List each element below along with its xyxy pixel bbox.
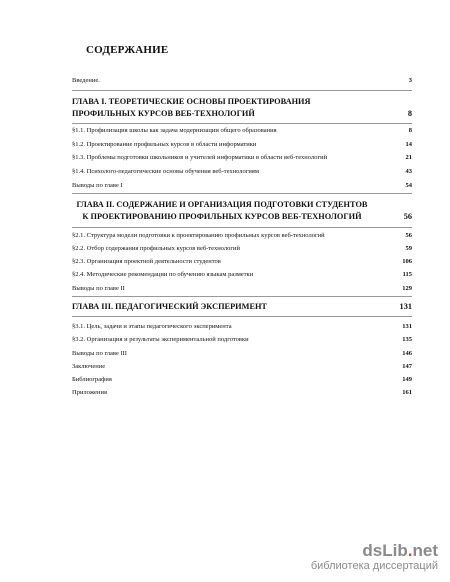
toc-entry-page: 131: [402, 323, 412, 330]
site-logo: dsLib.net: [362, 541, 438, 560]
toc-entry-title: Выводы по главе II: [72, 285, 125, 292]
page-title: СОДЕРЖАНИЕ: [86, 44, 169, 56]
toc-entry-title: Выводы по главе III: [72, 350, 127, 357]
toc-entry-title: §1.2. Проектирование профильных курсов в области информатики: [72, 141, 257, 148]
toc-entry-page: 106: [402, 258, 412, 265]
toc-entry-page: 21: [405, 154, 412, 161]
toc-chapter-2[interactable]: [72, 200, 412, 226]
toc-entry-page: 8: [408, 127, 412, 134]
toc-entry-page: 129: [402, 285, 412, 292]
toc-entry-page: 115: [402, 271, 412, 278]
divider: [72, 123, 412, 124]
site-subtitle: библиотека диссертаций: [310, 560, 438, 572]
toc-entry-page: 56: [405, 232, 412, 239]
toc-entry-page: 8: [407, 109, 412, 118]
divider: [72, 316, 412, 317]
toc-entry-title: §2.3. Организация проектной деятельности студентов: [72, 258, 221, 265]
divider: [72, 90, 412, 91]
toc-entry-title: Введение.: [72, 77, 100, 84]
watermark: [311, 542, 438, 572]
toc-entry-page: 59: [405, 245, 412, 252]
toc-chapter-1[interactable]: [72, 97, 412, 123]
toc-entry-page: 131: [399, 302, 412, 311]
toc-entry-title: Заключение: [72, 363, 106, 370]
chapter-title-line2: К ПРОЕКТИРОВАНИЮ ПРОФИЛЬНЫХ КУРСОВ ВЕБ-ТЕХНОЛОГИЙ: [82, 212, 362, 221]
toc-entry-title: Библиография: [72, 376, 112, 383]
toc-entry-page: 149: [402, 376, 412, 383]
toc-entry-title: Выводы по главе I: [72, 182, 123, 189]
toc-entry-title: §1.4. Психолого-педагогические основы обучения веб-технологиям: [72, 168, 260, 175]
toc-entry-title: §1.3. Проблемы подготовки школьников и учителей информатики в области веб-технологий: [72, 154, 328, 161]
toc-entry-title: Приложения: [72, 389, 107, 396]
toc-entry-title: §2.4. Методические рекомендации по обучению языкам разметки: [72, 271, 254, 278]
chapter-title-line1: ГЛАВА III. ПЕДАГОГИЧЕСКИЙ ЭКСПЕРИМЕНТ: [72, 302, 267, 311]
toc-chapter-3[interactable]: [72, 302, 412, 315]
toc-entry-page: 14: [405, 141, 412, 148]
toc-entry-title: §3.1. Цель, задачи и этапы педагогического эксперимента: [72, 323, 232, 330]
chapter-title-line1: ГЛАВА II. СОДЕРЖАНИЕ И ОРГАНИЗАЦИЯ ПОДГОТОВКИ СТУДЕНТОВ: [76, 200, 368, 209]
toc-entry-page: 146: [402, 350, 412, 357]
toc-entry-page: 147: [402, 363, 412, 370]
toc-entry-title: §2.2. Отбор содержания профильных курсов веб-технологий: [72, 245, 240, 252]
divider: [72, 296, 412, 297]
toc-entry-title: §3.2. Организация и результаты экспериментальной подготовки: [72, 336, 249, 343]
toc-entry-page: 161: [402, 389, 412, 396]
toc-entry-page: 3: [408, 77, 412, 84]
divider: [72, 193, 412, 194]
toc-entry-title: §2.1. Структура модели подготовки к проектированию профильных курсов веб-технологий: [72, 232, 325, 239]
divider: [72, 227, 412, 228]
toc-entry-page: 56: [403, 212, 412, 221]
toc-entry-page: 135: [402, 336, 412, 343]
chapter-title-line2: ПРОФИЛЬНЫХ КУРСОВ ВЕБ-ТЕХНОЛОГИЙ: [72, 109, 255, 118]
toc-entry-page: 54: [405, 182, 412, 189]
toc-entry-page: 43: [405, 168, 412, 175]
toc-entry-title: §1.1. Профилизация школы как задача модернизации общего образования: [72, 127, 277, 134]
chapter-title-line1: ГЛАВА I. ТЕОРЕТИЧЕСКИЕ ОСНОВЫ ПРОЕКТИРОВАНИЯ: [72, 97, 311, 106]
